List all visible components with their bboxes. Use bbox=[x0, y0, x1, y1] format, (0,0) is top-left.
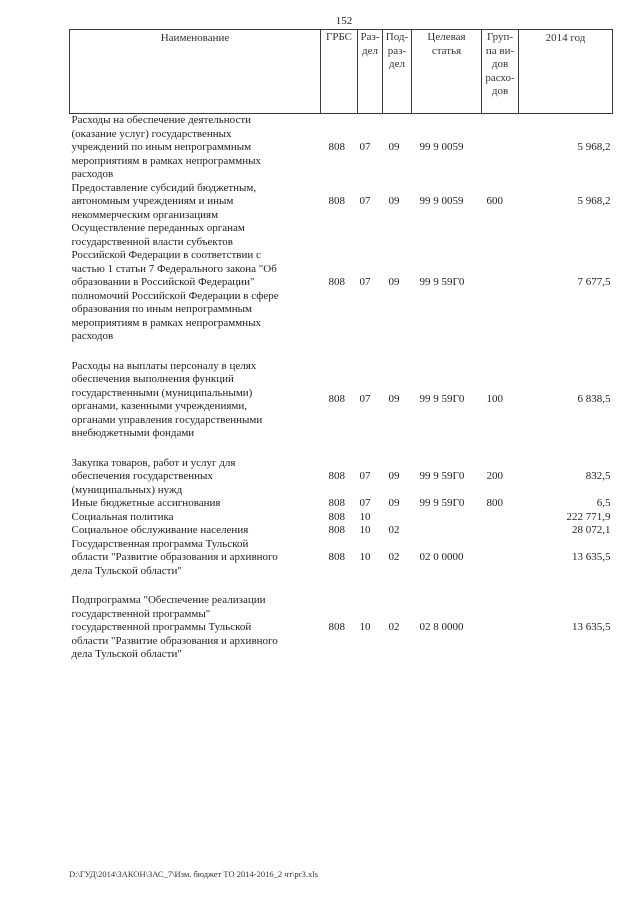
row-podrazdel: 09 bbox=[388, 141, 400, 153]
row-sum: 832,5 bbox=[585, 470, 611, 482]
row-name-line: дела Тульской области" bbox=[71, 564, 182, 577]
row-podrazdel: 02 bbox=[388, 621, 400, 633]
header-gruppa-line: расхо- bbox=[485, 71, 515, 84]
row-name-line: государственной программы" bbox=[71, 607, 211, 620]
row-celevaya: 99 9 0059 bbox=[419, 195, 464, 207]
row-name-line: расходов bbox=[71, 330, 114, 342]
row-grbs: 808 bbox=[328, 470, 345, 482]
table-row bbox=[70, 182, 613, 223]
header-name: Наименование bbox=[70, 30, 321, 114]
row-name-line: обеспечения выполнения функций bbox=[71, 373, 234, 385]
row-razdel: 07 bbox=[359, 195, 371, 207]
header-gruppa-line: дов bbox=[491, 58, 509, 70]
row-name-line: Предоставление субсидий бюджетным, bbox=[71, 181, 257, 194]
row-grbs: 808 bbox=[328, 551, 345, 563]
table-row bbox=[70, 578, 613, 662]
table-row bbox=[70, 344, 613, 441]
header-celevaya bbox=[412, 30, 482, 114]
header-podrazdel-line: раз- bbox=[387, 44, 407, 57]
budget-table bbox=[69, 29, 613, 662]
row-podrazdel: 09 bbox=[388, 497, 400, 509]
row-name-line: государственными (муниципальными) bbox=[71, 386, 253, 399]
row-name bbox=[70, 524, 321, 538]
row-sum: 7 677,5 bbox=[577, 276, 611, 288]
row-sum: 13 635,5 bbox=[572, 551, 611, 563]
row-name-line: Осуществление переданных органам bbox=[71, 222, 245, 234]
row-name-line: Закупка товаров, работ и услуг для bbox=[71, 456, 236, 469]
footer-file-path: D:\ГУД\2014\ЗАКОН\ЗАС_7\Изм. бюджет ТО 2014-2016_2 чт\pr3.xls bbox=[69, 869, 318, 879]
row-name-line: органами управления государственными bbox=[71, 413, 263, 426]
row-gruppa bbox=[482, 511, 519, 525]
header-grbs: ГРБС bbox=[321, 30, 358, 114]
row-name-line: государственной программы Тульской bbox=[71, 621, 252, 633]
row-celevaya: 02 8 0000 bbox=[419, 621, 464, 633]
row-name-line: области "Развитие образования и архивного bbox=[71, 634, 278, 647]
row-name-line: Российской Федерации в соответствии с bbox=[71, 249, 261, 261]
row-name-line: (оказание услуг) государственных bbox=[71, 127, 232, 140]
row-celevaya: 99 9 59Г0 bbox=[419, 470, 465, 482]
row-name bbox=[70, 182, 321, 223]
row-razdel: 07 bbox=[359, 393, 371, 406]
row-gruppa bbox=[482, 538, 519, 579]
row-name-line: полномочий Российской Федерации в сфере bbox=[71, 289, 279, 302]
row-name-line: обеспечения государственных bbox=[71, 470, 213, 482]
row-celevaya bbox=[412, 524, 482, 538]
table-row bbox=[70, 441, 613, 498]
row-podrazdel: 09 bbox=[388, 195, 400, 207]
row-name-line: Подпрограмма "Обеспечение реализации bbox=[71, 594, 266, 606]
row-name bbox=[70, 344, 321, 441]
row-celevaya: 99 9 59Г0 bbox=[419, 497, 465, 509]
header-razdel-line: Раз- bbox=[360, 31, 380, 43]
row-razdel: 10 bbox=[359, 551, 371, 563]
page-number: 152 bbox=[335, 15, 353, 27]
row-gruppa bbox=[482, 114, 519, 182]
row-name-line: учреждений по иным непрограммным bbox=[71, 141, 252, 153]
row-sum: 5 968,2 bbox=[577, 195, 611, 207]
row-grbs: 808 bbox=[328, 524, 345, 536]
table-row bbox=[70, 114, 613, 182]
row-gruppa bbox=[482, 524, 519, 538]
table-row bbox=[70, 538, 613, 579]
row-name-line: Иные бюджетные ассигнования bbox=[71, 497, 221, 509]
row-name-line: автономным учреждениям и иным bbox=[71, 195, 234, 207]
row-sum: 6,5 bbox=[596, 497, 611, 509]
header-gruppa-line: Груп- bbox=[486, 31, 514, 43]
row-name bbox=[70, 511, 321, 525]
row-name bbox=[70, 578, 321, 662]
header-razdel-line: дел bbox=[362, 44, 378, 57]
row-name bbox=[70, 222, 321, 344]
row-grbs: 808 bbox=[328, 393, 345, 406]
header-celevaya-line: статья bbox=[431, 44, 462, 57]
row-gruppa: 200 bbox=[486, 470, 503, 482]
row-name bbox=[70, 538, 321, 579]
header-celevaya-line: Целевая bbox=[427, 31, 466, 43]
row-name bbox=[70, 497, 321, 511]
header-podrazdel bbox=[383, 30, 412, 114]
table-row bbox=[70, 222, 613, 344]
row-podrazdel: 09 bbox=[388, 393, 400, 406]
row-podrazdel bbox=[383, 511, 412, 525]
row-name bbox=[70, 441, 321, 498]
row-name-line: Расходы на обеспечение деятельности bbox=[71, 114, 252, 126]
row-grbs: 808 bbox=[328, 141, 345, 153]
row-razdel: 10 bbox=[359, 621, 371, 633]
row-podrazdel: 09 bbox=[388, 470, 400, 482]
row-name-line: Государственная программа Тульской bbox=[71, 537, 249, 550]
row-celevaya: 99 9 59Г0 bbox=[419, 393, 465, 406]
row-name-line: мероприятиям в рамках непрограммных bbox=[71, 154, 261, 167]
row-celevaya: 99 9 59Г0 bbox=[419, 276, 465, 288]
row-name-line: дела Тульской области" bbox=[71, 648, 182, 660]
row-gruppa: 600 bbox=[486, 195, 503, 207]
row-name-line: Социальное обслуживание населения bbox=[71, 524, 249, 536]
table-body bbox=[70, 114, 613, 662]
row-name-line: области "Развитие образования и архивного bbox=[71, 551, 278, 563]
row-sum: 6 838,5 bbox=[577, 393, 611, 406]
header-year: 2014 год bbox=[519, 30, 613, 114]
row-name-line: Расходы на выплаты персоналу в целях bbox=[71, 359, 257, 372]
row-razdel: 07 bbox=[359, 141, 371, 153]
row-gruppa: 100 bbox=[486, 393, 503, 406]
row-name-line: расходов bbox=[71, 168, 114, 180]
row-grbs: 808 bbox=[328, 497, 345, 509]
row-grbs: 808 bbox=[328, 195, 345, 207]
row-name-line: образовании в Российской Федерации" bbox=[71, 276, 255, 288]
table-header bbox=[70, 30, 613, 114]
row-podrazdel: 09 bbox=[388, 276, 400, 288]
budget-table-container bbox=[69, 29, 612, 662]
table-row bbox=[70, 511, 613, 525]
row-grbs: 808 bbox=[328, 621, 345, 633]
row-celevaya bbox=[412, 511, 482, 525]
header-podrazdel-line: дел bbox=[389, 58, 405, 70]
row-name bbox=[70, 114, 321, 182]
header-razdel bbox=[358, 30, 383, 114]
row-razdel: 10 bbox=[359, 524, 371, 536]
row-grbs: 808 bbox=[328, 510, 345, 523]
table-row bbox=[70, 524, 613, 538]
row-name-line: частью 1 статьи 7 Федерального закона "Об bbox=[71, 262, 277, 275]
row-grbs: 808 bbox=[328, 276, 345, 288]
row-razdel: 07 bbox=[359, 497, 371, 509]
header-gruppa bbox=[482, 30, 519, 114]
row-razdel: 07 bbox=[359, 276, 371, 288]
row-razdel: 10 bbox=[359, 510, 371, 523]
row-name-line: государственной власти субъектов bbox=[71, 235, 233, 248]
row-name-line: образования по иным непрограммным bbox=[71, 303, 252, 315]
row-name-line: мероприятиям в рамках непрограммных bbox=[71, 316, 261, 329]
row-podrazdel: 02 bbox=[388, 524, 400, 536]
row-name-line: Социальная политика bbox=[71, 510, 174, 523]
header-podrazdel-line: Под- bbox=[385, 31, 409, 43]
header-gruppa-line: па ви- bbox=[485, 44, 515, 57]
row-name-line: некоммерческим организациям bbox=[71, 208, 219, 221]
row-sum: 13 635,5 bbox=[572, 621, 611, 633]
row-sum: 28 072,1 bbox=[572, 524, 611, 536]
row-celevaya: 02 0 0000 bbox=[419, 551, 464, 563]
row-gruppa bbox=[482, 578, 519, 662]
row-sum: 222 771,9 bbox=[566, 510, 611, 523]
header-gruppa-line: дов bbox=[491, 85, 509, 97]
table-row bbox=[70, 497, 613, 511]
row-gruppa: 800 bbox=[486, 497, 503, 509]
row-celevaya: 99 9 0059 bbox=[419, 141, 464, 153]
row-sum: 5 968,2 bbox=[577, 141, 611, 153]
row-name-line: органами, казенными учреждениями, bbox=[71, 400, 247, 412]
row-razdel: 07 bbox=[359, 470, 371, 482]
row-name-line: (муниципальных) нужд bbox=[71, 483, 183, 496]
row-podrazdel: 02 bbox=[388, 551, 400, 563]
row-gruppa bbox=[482, 222, 519, 344]
row-name-line: внебюджетными фондами bbox=[71, 427, 195, 439]
